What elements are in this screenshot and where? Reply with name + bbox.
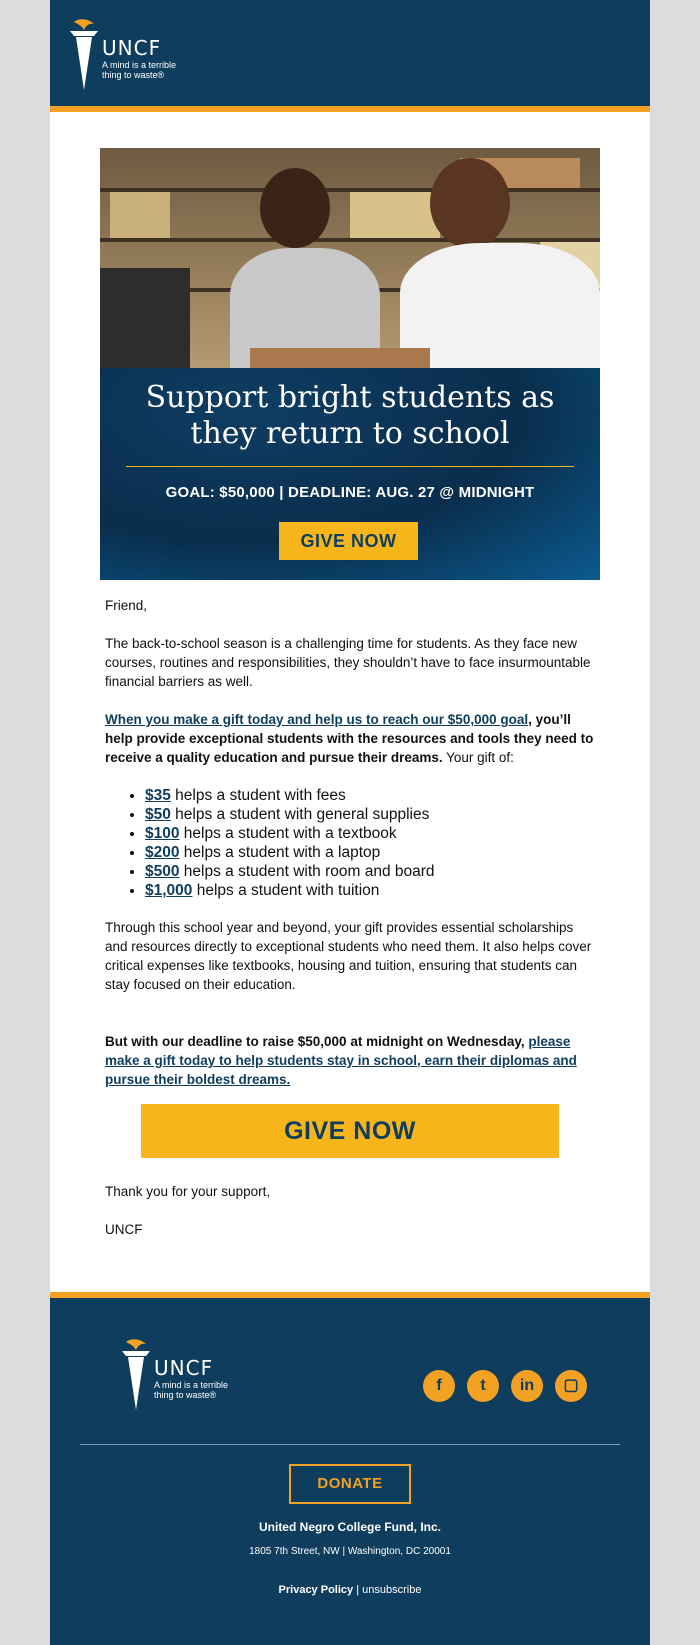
- email-container: [50, 0, 650, 1645]
- social-links: [423, 1370, 587, 1402]
- footer-uncf-logo[interactable]: [120, 1338, 228, 1412]
- gift-description: helps a student with a textbook: [179, 825, 397, 842]
- facebook-icon[interactable]: f: [423, 1370, 455, 1402]
- gift-amount-link[interactable]: $1,000: [145, 882, 193, 899]
- goal-deadline-text: GOAL: $50,000 | DEADLINE: AUG. 27 @ MIDNIGHT: [165, 484, 535, 501]
- list-item: [145, 824, 595, 843]
- footer-logo-tagline-1: A mind is a terrible: [154, 1380, 229, 1390]
- signoff: [105, 1182, 270, 1239]
- signature: UNCF: [105, 1222, 143, 1237]
- gift-description: helps a student with room and board: [179, 863, 435, 880]
- email-header: [50, 0, 650, 112]
- instagram-icon[interactable]: ▢: [555, 1370, 587, 1402]
- email-footer: [50, 1292, 650, 1645]
- donate-button[interactable]: DONATE: [289, 1464, 411, 1504]
- footer-link-separator: |: [353, 1584, 363, 1596]
- hero-headline-line-2: they return to school: [190, 416, 510, 451]
- organization-address: 1805 7th Street, NW | Washington, DC 20001: [249, 1546, 451, 1557]
- ask-bold-text: , you’ll help provide exceptional students with the resources and tools they need to receive a quality education and pursue their dreams.: [105, 712, 594, 765]
- footer-logo-tagline-2: thing to waste®: [154, 1390, 217, 1400]
- deadline-paragraph: [105, 1032, 595, 1089]
- hero-give-now-button[interactable]: GIVE NOW: [279, 522, 418, 560]
- hero-headline: [100, 368, 600, 452]
- list-item: [145, 843, 595, 862]
- list-item: [145, 805, 595, 824]
- hero-photo: [100, 148, 600, 368]
- gift-amount-link[interactable]: $35: [145, 787, 171, 804]
- deadline-gift-link[interactable]: please make a gift today to help students stay in school, earn their diplomas and pursue their boldest dreams.: [105, 1034, 577, 1087]
- footer-logo-name: UNCF: [154, 1356, 214, 1380]
- logo-tagline-2: thing to waste®: [102, 70, 165, 80]
- greeting: Friend,: [105, 598, 148, 613]
- impact-paragraph: Through this school year and beyond, your gift provides essential scholarships and resources directly to exceptional students who need them. It also helps cover critical expenses like textbooks, housing and tuition, ensuring that students can stay focused on their education.: [105, 920, 592, 992]
- email-body: [105, 596, 595, 1108]
- privacy-policy-link[interactable]: Privacy Policy: [278, 1584, 354, 1596]
- footer-links: [50, 1584, 650, 1596]
- gift-description: helps a student with general supplies: [170, 806, 430, 823]
- footer-divider: [80, 1444, 620, 1445]
- hero-headline-line-1: Support bright students as: [145, 380, 555, 415]
- list-item: [145, 881, 595, 900]
- unsubscribe-link[interactable]: unsubscribe: [362, 1584, 422, 1596]
- hero-banner[interactable]: [100, 148, 600, 580]
- uncf-logo[interactable]: [68, 18, 176, 92]
- logo-name: UNCF: [102, 36, 162, 60]
- organization-name: United Negro College Fund, Inc.: [258, 1520, 441, 1534]
- hero-divider: [126, 466, 574, 467]
- linkedin-icon[interactable]: in: [511, 1370, 543, 1402]
- twitter-icon[interactable]: t: [467, 1370, 499, 1402]
- ask-tail-text: Your gift of:: [442, 750, 514, 765]
- intro-paragraph: The back-to-school season is a challenging time for students. As they face new courses, routines and responsibilities, they shouldn’t have to face insurmountable financial barriers as well.: [105, 636, 591, 689]
- logo-tagline-1: A mind is a terrible: [102, 60, 177, 70]
- torch-icon: [120, 1338, 152, 1412]
- deadline-bold-text: But with our deadline to raise $50,000 at midnight on Wednesday,: [105, 1034, 529, 1049]
- ask-paragraph: [105, 710, 595, 767]
- gift-goal-link[interactable]: When you make a gift today and help us to reach our $50,000 goal: [105, 712, 529, 727]
- torch-icon: [68, 18, 100, 92]
- gift-amount-link[interactable]: $200: [145, 844, 180, 861]
- gift-amount-link[interactable]: $100: [145, 825, 180, 842]
- gift-levels-list: [145, 786, 595, 900]
- list-item: [145, 786, 595, 805]
- hero-text-panel: [100, 368, 600, 580]
- gift-amount-link[interactable]: $500: [145, 863, 180, 880]
- thanks-text: Thank you for your support,: [105, 1184, 271, 1199]
- gift-description: helps a student with fees: [170, 787, 346, 804]
- gift-description: helps a student with tuition: [192, 882, 380, 899]
- list-item: [145, 862, 595, 881]
- gift-amount-link[interactable]: $50: [145, 806, 171, 823]
- gift-description: helps a student with a laptop: [179, 844, 381, 861]
- give-now-button[interactable]: GIVE NOW: [141, 1104, 559, 1158]
